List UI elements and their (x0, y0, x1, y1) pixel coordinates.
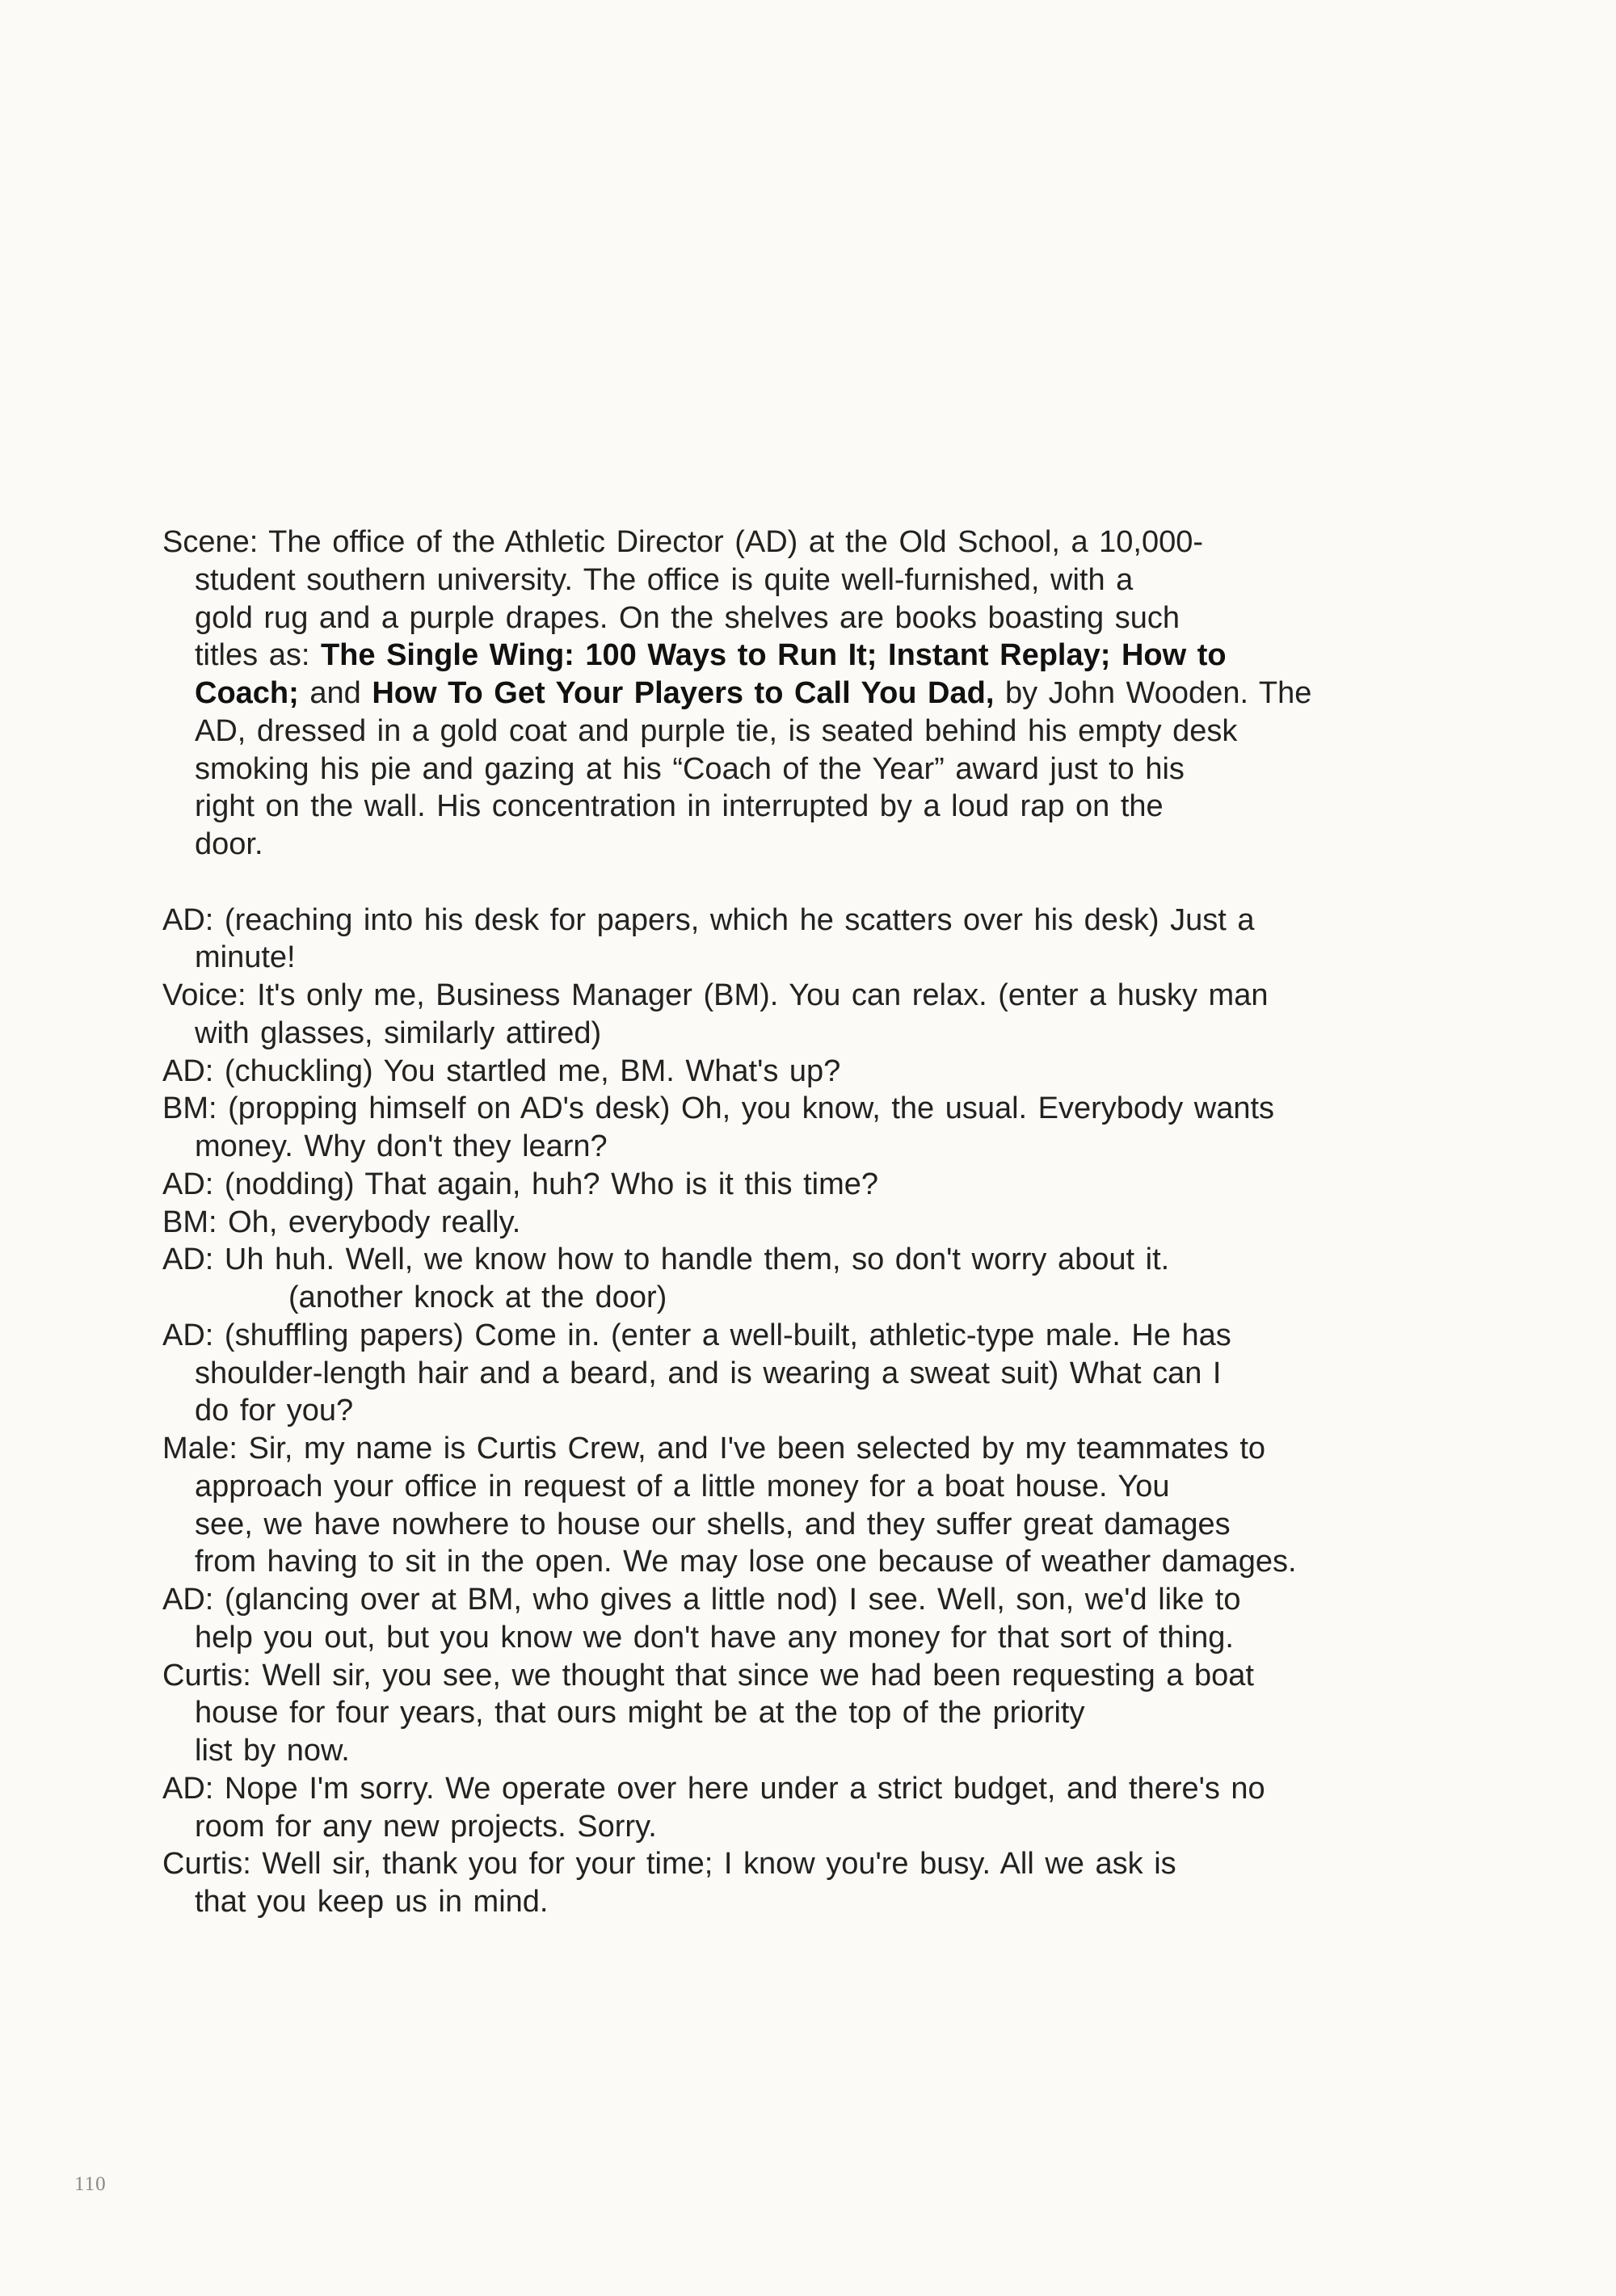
dialogue-line (162, 977, 1311, 1015)
dialogue-line (162, 1355, 1311, 1393)
dialogue-line (162, 1430, 1311, 1468)
speaker-label: AD: (162, 1318, 214, 1352)
dialogue-text: Sir, my name is Curtis Crew, and I've been selected by my teammates to (248, 1432, 1266, 1465)
dialogue-entry (162, 1090, 1311, 1166)
text-run: smoking his pie and gazing at his “Coach of the Year” award just to his (195, 751, 1185, 786)
dialogue-text: house for four years, that ours might be at the top of the priority (195, 1696, 1085, 1730)
dialogue-line (162, 1732, 1311, 1770)
dialogue-line (162, 1506, 1311, 1544)
dialogue-text: (glancing over at BM, who gives a little nod) I see. Well, son, we'd like to (224, 1583, 1241, 1617)
scene-line (162, 751, 1311, 788)
speaker-label: AD: (162, 1053, 214, 1088)
dialogue-line (162, 1241, 1311, 1279)
paragraph-gap (162, 864, 1311, 902)
scene-line (162, 637, 1311, 675)
dialogue-line (162, 1657, 1311, 1695)
dialogue-line (162, 1770, 1311, 1808)
text-run: student southern university. The office is quite well-furnished, with a (195, 562, 1134, 597)
dialogue-entry (162, 1770, 1311, 1846)
text-run: by John Wooden. The (994, 676, 1312, 710)
text-run: titles as: (195, 638, 321, 673)
dialogue-line (162, 1317, 1311, 1355)
text-run: right on the wall. His concentration in interrupted by a loud rap on the (195, 789, 1164, 824)
speaker-label: AD: (162, 1167, 214, 1201)
book-title: Coach; (195, 676, 299, 710)
dialogue-text: (chuckling) You startled me, BM. What's up? (224, 1053, 841, 1088)
dialogue-line (162, 902, 1311, 940)
dialogue-text: Nope I'm sorry. We operate over here under a strict budget, and there's no (224, 1771, 1265, 1806)
speaker-label: BM: (162, 1205, 217, 1239)
speaker-label: AD: (162, 1583, 214, 1617)
text-run: and (298, 676, 372, 710)
dialogue-entry (162, 1317, 1311, 1430)
text-run: door. (195, 827, 263, 861)
text-run: Scene: The office of the Athletic Director (AD) at the Old School, a 10,000- (162, 525, 1204, 559)
dialogue-line (162, 1581, 1311, 1619)
dialogue-text: minute! (195, 940, 296, 975)
dialogue-line (162, 1468, 1311, 1506)
dialogue-line (162, 1204, 1311, 1242)
scene-line (162, 675, 1311, 713)
scene-line (162, 826, 1311, 864)
dialogue-line (162, 1808, 1311, 1846)
text-run: AD, dressed in a gold coat and purple tie, is seated behind his empty desk (195, 713, 1238, 748)
dialogue-entry (162, 1581, 1311, 1657)
dialogue-line (162, 1694, 1311, 1732)
dialogue-text: Well sir, you see, we thought that since we had been requesting a boat (262, 1658, 1254, 1693)
dialogue-line (162, 1166, 1311, 1204)
dialogue-entry (162, 1166, 1311, 1204)
dialogue-entry (162, 1657, 1311, 1770)
dialogue-line (162, 1128, 1311, 1166)
speaker-label: AD: (162, 1243, 214, 1277)
dialogue-entry (162, 1053, 1311, 1091)
dialogue-entry (162, 1204, 1311, 1242)
dialogue-text: that you keep us in mind. (195, 1885, 549, 1919)
dialogue-text: (propping himself on AD's desk) Oh, you know, the usual. Everybody wants (228, 1091, 1275, 1126)
dialogue-entry (162, 977, 1311, 1053)
stage-direction: (another knock at the door) (288, 1280, 667, 1314)
dialogue-text: help you out, but you know we don't have any money for that sort of thing. (195, 1620, 1234, 1655)
speaker-label: BM: (162, 1091, 217, 1126)
dialogue-text: (shuffling papers) Come in. (enter a well-built, athletic-type male. He has (224, 1318, 1231, 1352)
dialogue-line (162, 1015, 1311, 1053)
dialogue-line (162, 1619, 1311, 1657)
dialogue-text: shoulder-length hair and a beard, and is wearing a sweat suit) What can I (195, 1356, 1222, 1390)
page-number: 110 (74, 2173, 107, 2195)
dialogue (162, 902, 1311, 1921)
text-run: gold rug and a purple drapes. On the shelves are books boasting such (195, 600, 1180, 635)
dialogue-text: do for you? (195, 1394, 354, 1428)
speaker-label: AD: (162, 1771, 214, 1806)
dialogue-line (162, 1543, 1311, 1581)
book-title: The Single Wing: 100 Ways to Run It; Instant Replay; How to (320, 638, 1227, 673)
dialogue-text: It's only me, Business Manager (BM). You can relax. (enter a husky man (257, 978, 1269, 1012)
dialogue-line (162, 939, 1311, 977)
dialogue-text: (nodding) That again, huh? Who is it this time? (224, 1167, 878, 1201)
scene-description (162, 524, 1311, 864)
dialogue-text: Oh, everybody really. (228, 1205, 521, 1239)
dialogue-entry (162, 902, 1311, 978)
dialogue-text: Uh huh. Well, we know how to handle them, so don't worry about it. (224, 1243, 1170, 1277)
scene-line (162, 713, 1311, 751)
scene-line (162, 599, 1311, 637)
dialogue-text: Well sir, thank you for your time; I know you're busy. All we ask is (262, 1847, 1176, 1882)
scene-line (162, 524, 1311, 561)
speaker-label: Curtis: (162, 1658, 251, 1693)
dialogue-entry (162, 1241, 1311, 1317)
dialogue-text: (reaching into his desk for papers, which he scatters over his desk) Just a (224, 902, 1255, 937)
speaker-label: Voice: (162, 978, 246, 1012)
scene-line (162, 561, 1311, 599)
page-body (162, 524, 1311, 1921)
dialogue-text: money. Why don't they learn? (195, 1129, 608, 1163)
dialogue-text: from having to sit in the open. We may lose one because of weather damages. (195, 1545, 1297, 1579)
dialogue-text: approach your office in request of a little money for a boat house. You (195, 1469, 1170, 1503)
dialogue-line (162, 1053, 1311, 1091)
dialogue-text: list by now. (195, 1734, 350, 1768)
dialogue-text: with glasses, similarly attired) (195, 1016, 602, 1050)
dialogue-entry (162, 1845, 1311, 1921)
dialogue-text: see, we have nowhere to house our shells, and they suffer great damages (195, 1507, 1231, 1541)
dialogue-text: room for any new projects. Sorry. (195, 1809, 657, 1844)
book-title: How To Get Your Players to Call You Dad, (372, 676, 995, 710)
dialogue-entry (162, 1430, 1311, 1581)
dialogue-line (162, 1392, 1311, 1430)
scene-line (162, 788, 1311, 826)
speaker-label: Male: (162, 1432, 238, 1465)
speaker-label: Curtis: (162, 1847, 251, 1882)
dialogue-line (162, 1090, 1311, 1128)
dialogue-line (162, 1883, 1311, 1921)
dialogue-line (162, 1845, 1311, 1883)
speaker-label: AD: (162, 902, 214, 937)
